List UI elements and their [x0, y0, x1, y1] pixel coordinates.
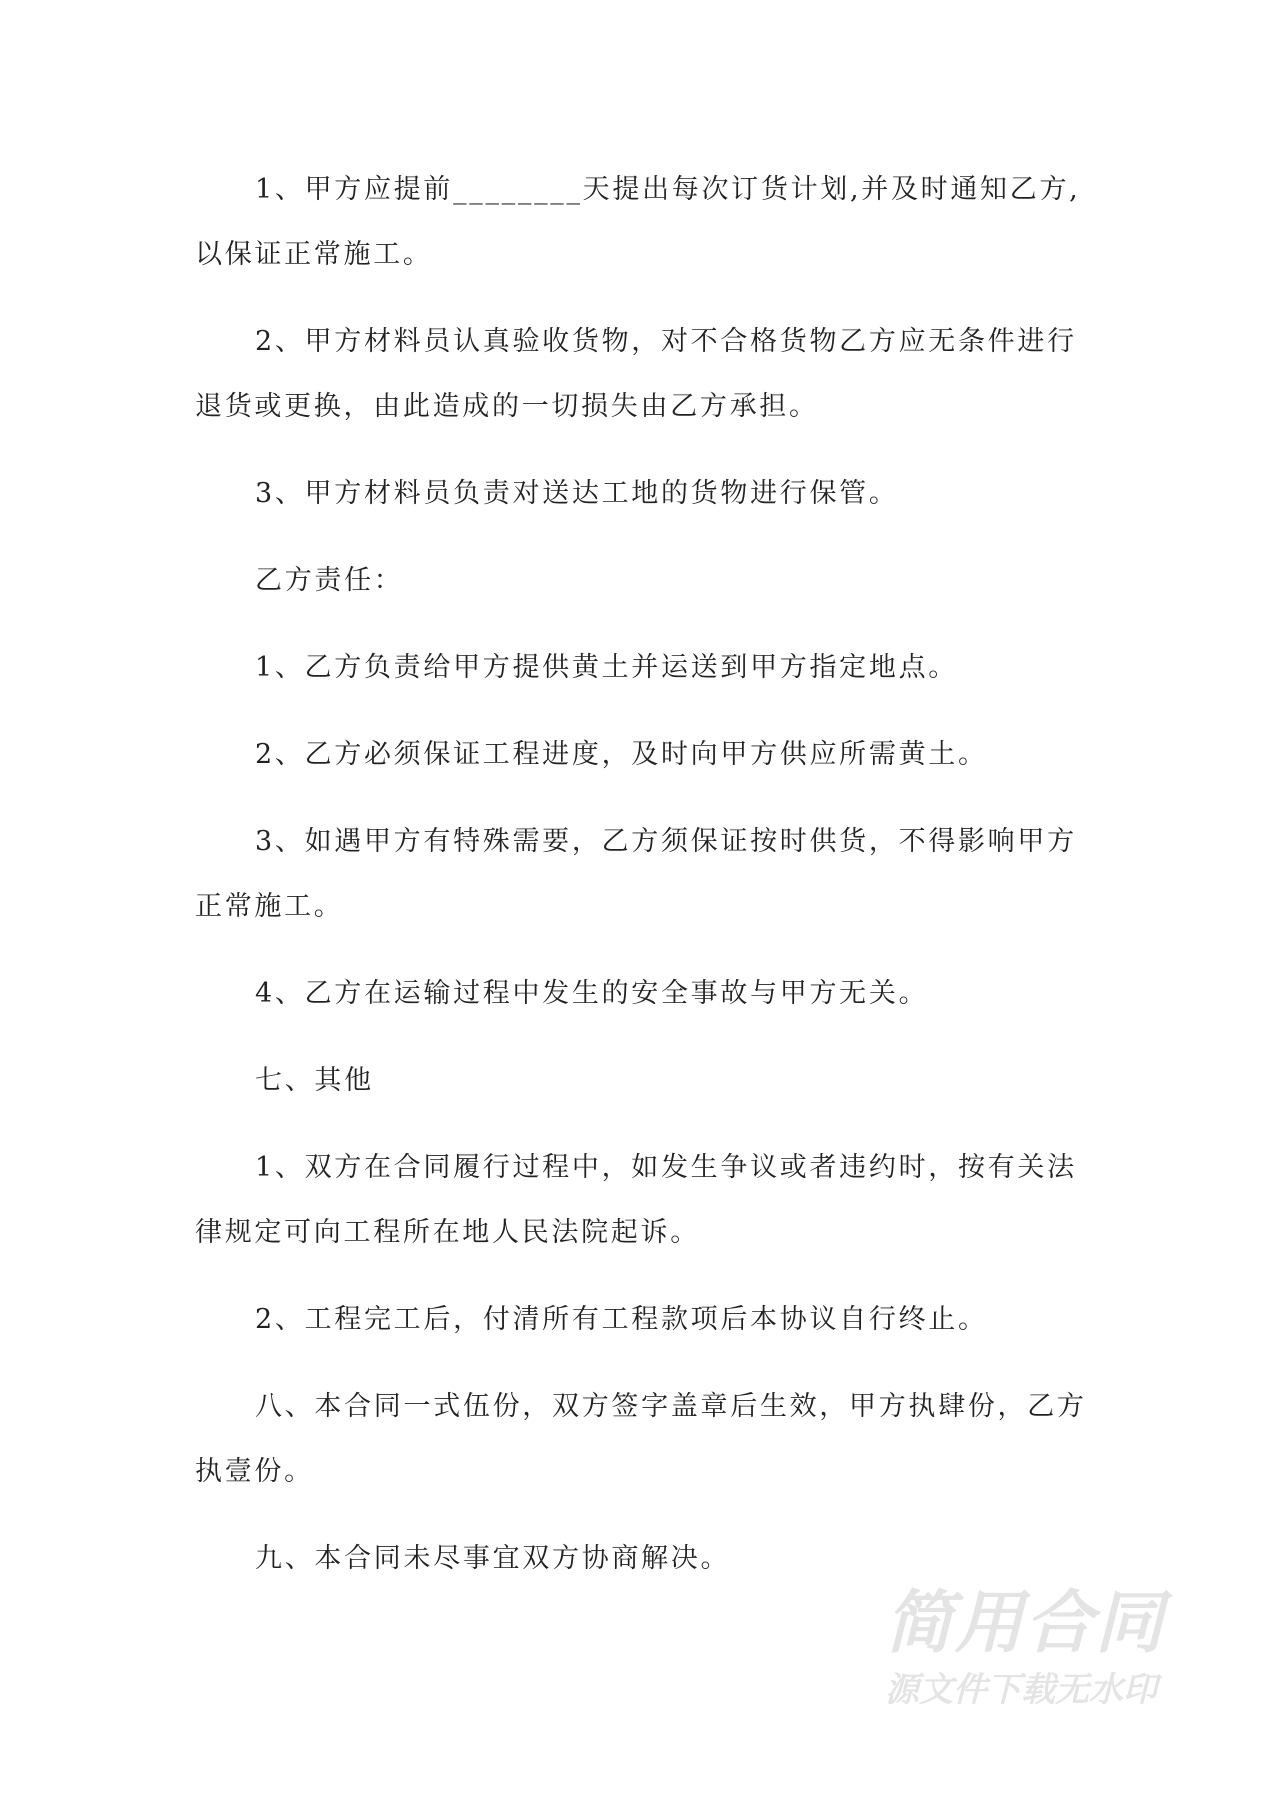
paragraph: [195, 1059, 1095, 1124]
text-line: 2、乙方必须保证工程进度，及时向甲方供应所需黄土。: [255, 739, 988, 770]
watermark-subtitle: 源文件下载无水印: [885, 1670, 1157, 1710]
text-line: 退货或更换，由此造成的一切损失由乙方承担。: [195, 391, 819, 422]
paragraph: [195, 472, 1095, 537]
paragraph: [195, 1298, 1095, 1363]
text-line: 2、甲方材料员认真验收货物，对不合格货物乙方应无条件进行: [255, 326, 1077, 357]
paragraph: [195, 168, 1095, 298]
text-line: 七、其他: [255, 1065, 374, 1096]
text-line: 执壹份。: [195, 1456, 314, 1487]
text-line: 2、工程完工后，付清所有工程款项后本协议自行终止。: [255, 1304, 988, 1335]
paragraph: [195, 559, 1095, 624]
text-line: 1、甲方应提前________天提出每次订货计划,并及时通知乙方,: [255, 174, 1081, 205]
text-line: 正常施工。: [195, 891, 344, 922]
watermark-title: 简用合同: [885, 1584, 1166, 1663]
paragraph: [195, 733, 1095, 798]
text-line: 乙方责任：: [255, 565, 404, 596]
text-line: 3、甲方材料员负责对送达工地的货物进行保管。: [255, 478, 899, 509]
text-line: 1、乙方负责给甲方提供黄土并运送到甲方指定地点。: [255, 652, 958, 683]
paragraph: [195, 1146, 1095, 1276]
text-line: 八、本合同一式伍份，双方签字盖章后生效，甲方执肆份，乙方: [255, 1391, 1087, 1422]
paragraph: [195, 820, 1095, 950]
paragraph: [195, 646, 1095, 711]
paragraph: [195, 1385, 1095, 1515]
paragraph: [195, 972, 1095, 1037]
text-line: 3、如遇甲方有特殊需要，乙方须保证按时供货，不得影响甲方: [255, 826, 1077, 857]
watermark: [885, 1584, 1166, 1710]
document-body: [195, 168, 1095, 1624]
text-line: 1、双方在合同履行过程中，如发生争议或者违约时，按有关法: [255, 1152, 1077, 1183]
text-line: 4、乙方在运输过程中发生的安全事故与甲方无关。: [255, 978, 929, 1009]
text-line: 九、本合同未尽事宜双方协商解决。: [255, 1543, 731, 1574]
paragraph: [195, 320, 1095, 450]
text-line: 律规定可向工程所在地人民法院起诉。: [195, 1217, 700, 1248]
text-line: 以保证正常施工。: [195, 239, 433, 270]
